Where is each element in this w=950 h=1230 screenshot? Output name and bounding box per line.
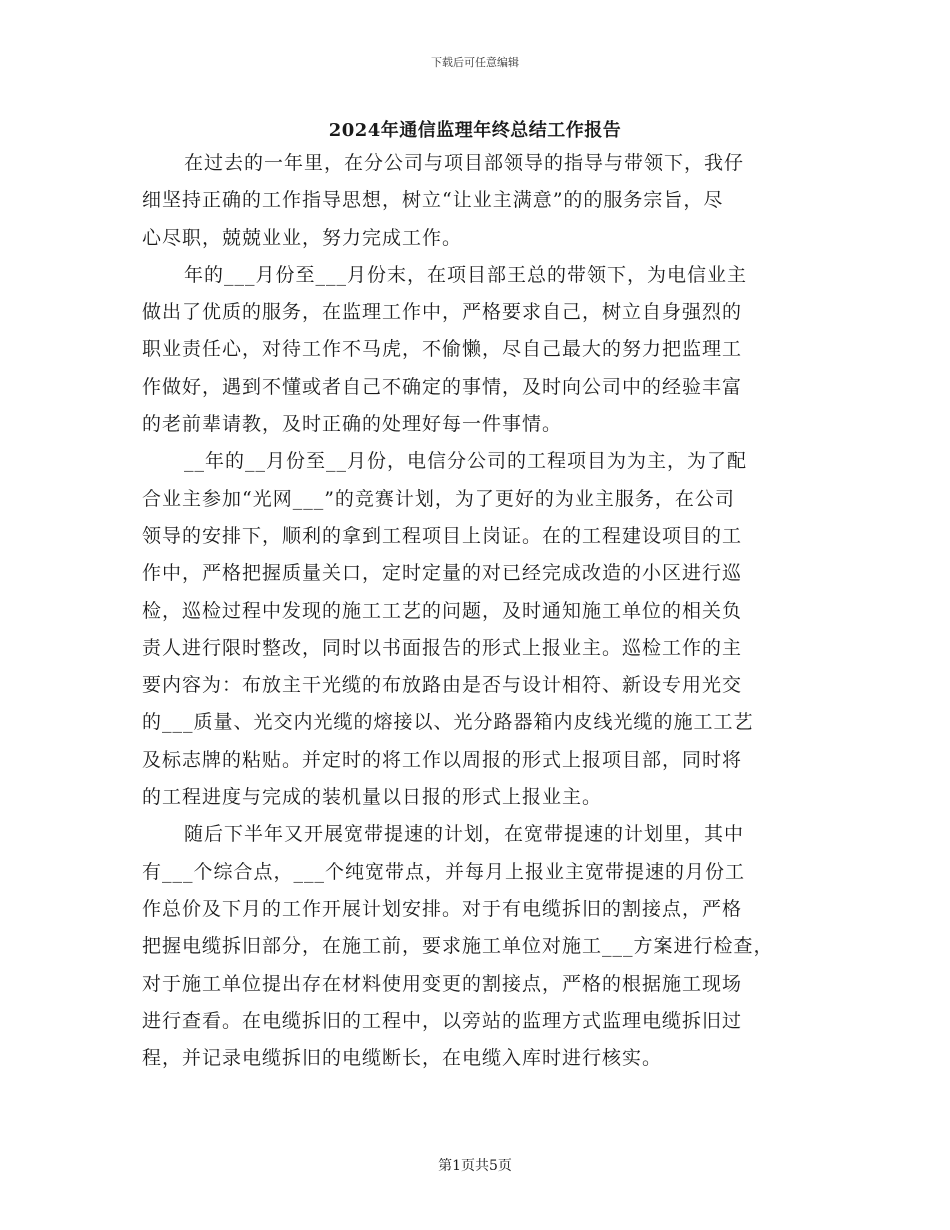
text-line: 及标志牌的粘贴。并定时的将工作以周报的形式上报项目部，同时将 [142, 748, 743, 771]
header-note: 下载后可任意编辑 [431, 56, 519, 69]
text-line: 作总价及下月的工作开展计划安排。对于有电缆拆旧的割接点，严格 [142, 897, 743, 920]
text-line: 心尽职，兢兢业业，努力完成工作。 [142, 226, 463, 249]
text-line: 把握电缆拆旧部分，在施工前，要求施工单位对施工___方案进行检查， [142, 935, 774, 958]
text-line: 要内容为：布放主干光缆的布放路由是否与设计相符、新设专用光交 [142, 674, 743, 697]
text-line: 检，巡检过程中发现的施工工艺的问题，及时通知施工单位的相关负 [142, 599, 743, 622]
text-line: __年的__月份至__月份，电信分公司的工程项目为为主，为了配 [184, 450, 748, 473]
text-line: 做出了优质的服务，在监理工作中，严格要求自己，树立自身强烈的 [142, 301, 743, 324]
paragraph-4 [142, 816, 804, 1077]
text-line: 细坚持正确的工作指导思想，树立“让业主满意”的的服务宗旨，尽 [142, 189, 724, 212]
text-line: 在过去的一年里，在分公司与项目部领导的指导与带领下，我仔 [184, 152, 745, 174]
paragraph-1 [142, 145, 804, 257]
text-line: 的工程进度与完成的装机量以日报的形式上报业主。 [142, 786, 603, 809]
paragraph-3 [142, 443, 804, 816]
text-line: 作中，严格把握质量关口，定时定量的对已经完成改造的小区进行巡 [142, 562, 743, 585]
text-line: 作做好，遇到不懂或者自己不确定的事情，及时向公司中的经验丰富 [142, 375, 743, 398]
text-line: 的老前辈请教，及时正确的处理好每一件事情。 [142, 413, 563, 436]
page-footer: 第1页共5页 [438, 1158, 512, 1174]
text-line: 责人进行限时整改，同时以书面报告的形式上报业主。巡检工作的主 [142, 636, 743, 659]
document-body [142, 145, 804, 1077]
text-line: 职业责任心，对待工作不马虎，不偷懒，尽自己最大的努力把监理工 [142, 338, 743, 361]
document-title: 2024年通信监理年终总结工作报告 [328, 120, 622, 141]
text-line: 进行查看。在电缆拆旧的工程中，以旁站的监理方式监理电缆拆旧过 [142, 1009, 743, 1032]
text-line: 的___质量、光交内光缆的熔接以、光分路器箱内皮线光缆的施工工艺 [142, 711, 754, 734]
text-line: 对于施工单位提出存在材料使用变更的割接点，严格的根据施工现场 [142, 972, 743, 995]
text-line: 年的___月份至___月份末，在项目部王总的带领下，为电信业主 [184, 263, 748, 286]
paragraph-2 [142, 257, 804, 443]
text-line: 合业主参加“光网___”的竞赛计划，为了更好的为业主服务，在公司 [142, 487, 735, 510]
text-line: 有___个综合点，___个纯宽带点，并每月上报业主宽带提速的月份工 [142, 860, 746, 883]
text-line: 领导的安排下，顺利的拿到工程项目上岗证。在的工程建设项目的工 [142, 524, 743, 547]
text-line: 程，并记录电缆拆旧的电缆断长，在电缆入库时进行核实。 [142, 1047, 663, 1070]
text-line: 随后下半年又开展宽带提速的计划，在宽带提速的计划里，其中 [184, 823, 745, 846]
